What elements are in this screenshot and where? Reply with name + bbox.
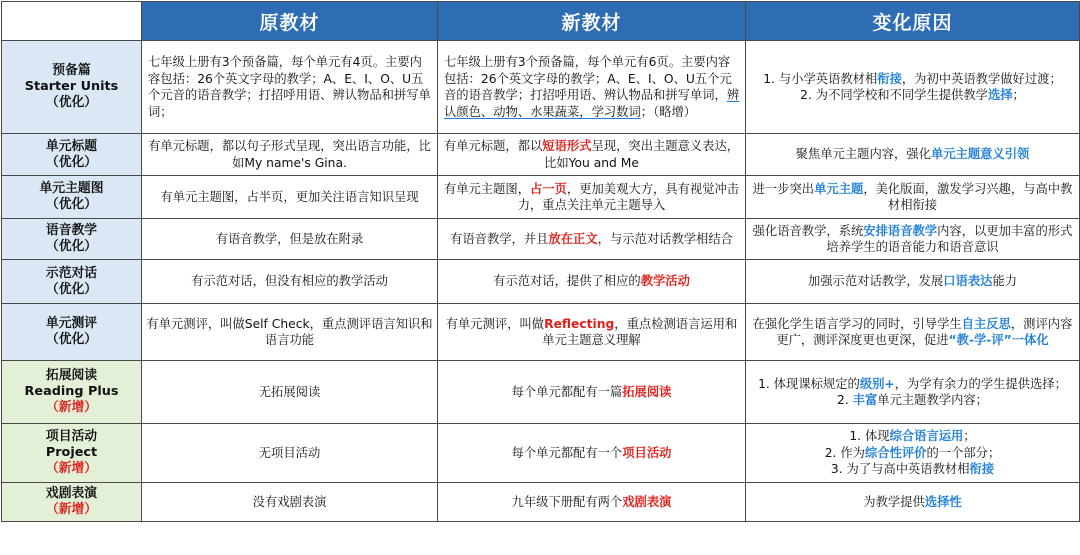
original-cell bbox=[142, 483, 438, 522]
row-tag: （优化） bbox=[45, 239, 98, 254]
row-header bbox=[2, 134, 142, 176]
new-text: ，与示范对话教学相结合 bbox=[597, 231, 733, 246]
new-cell bbox=[438, 260, 746, 304]
reason-text: 进一步突出 bbox=[752, 181, 815, 196]
original-text: 无拓展阅读 bbox=[258, 384, 321, 399]
original-text: 没有戏剧表演 bbox=[252, 494, 327, 509]
corner-cell bbox=[2, 2, 142, 41]
reason-text: 3. 为了与高中英语教材相 bbox=[830, 462, 970, 477]
table-row bbox=[2, 176, 1080, 219]
reason-highlight: 安排语音教学 bbox=[863, 223, 938, 238]
reason-cell bbox=[746, 424, 1080, 483]
original-cell bbox=[142, 260, 438, 304]
reason-highlight: 衔接 bbox=[877, 71, 902, 86]
reason-text: 1. 与小学英语教材相 bbox=[763, 71, 878, 86]
row-title: 预备篇 bbox=[52, 63, 91, 78]
row-header bbox=[2, 176, 142, 219]
table-row bbox=[2, 483, 1080, 522]
reason-highlight: 综合语言运用 bbox=[889, 429, 964, 444]
new-text: 有单元标题，都以 bbox=[443, 139, 543, 153]
reason-cell bbox=[746, 219, 1080, 260]
reason-line bbox=[750, 71, 1075, 88]
row-header bbox=[2, 219, 142, 260]
reason-text: ，为学有余力的学生提供选择； bbox=[894, 376, 1067, 391]
row-header bbox=[2, 304, 142, 361]
new-cell bbox=[438, 424, 746, 483]
reason-text: 2. 作为 bbox=[824, 445, 865, 460]
row-title: 单元主题图 bbox=[39, 181, 104, 196]
table-row bbox=[2, 134, 1080, 176]
new-cell bbox=[438, 41, 746, 134]
reason-line bbox=[750, 87, 1075, 104]
new-cell bbox=[438, 304, 746, 361]
new-cell bbox=[438, 134, 746, 176]
reason-cell bbox=[746, 260, 1080, 304]
new-cell bbox=[438, 361, 746, 424]
reason-text: 为教学提供 bbox=[863, 494, 925, 509]
new-text: 有单元主题图， bbox=[443, 181, 530, 196]
reason-text: 在强化学生语言学习的同时，引导学生 bbox=[752, 316, 962, 331]
row-title: 拓展阅读 bbox=[45, 368, 98, 383]
row-title: 项目活动 bbox=[45, 429, 98, 444]
row-header bbox=[2, 424, 142, 483]
new-highlight: 项目活动 bbox=[622, 445, 672, 460]
row-subtitle: Reading Plus bbox=[24, 384, 119, 399]
row-title: 单元标题 bbox=[45, 138, 98, 154]
original-cell bbox=[142, 424, 438, 483]
reason-highlight: 丰富 bbox=[852, 393, 878, 407]
column-header-original: 原教材 bbox=[142, 2, 438, 41]
new-text: 七年级上册有3个预备篇，每个单元有6页。主要内容包括：26个英文字母的教学；A、E、I、O、U五个元音的语音教学；打招呼用语、辨认物品和拼写单词， bbox=[444, 55, 732, 102]
table-row bbox=[2, 361, 1080, 424]
original-text: 无项目活动 bbox=[258, 445, 321, 460]
original-cell bbox=[142, 134, 438, 176]
reason-highlight: 单元主题 bbox=[814, 181, 864, 196]
reason-cell bbox=[746, 41, 1080, 134]
reason-highlight: 口语表达 bbox=[943, 274, 993, 289]
new-highlight: 短语形式 bbox=[542, 139, 592, 153]
original-cell bbox=[142, 176, 438, 219]
reason-text: 1. 体现 bbox=[849, 429, 890, 444]
reason-text: ，为初中英语教学做好过渡； bbox=[901, 71, 1062, 86]
reason-text: 2. 为不同学校和不同学生提供教学 bbox=[800, 88, 988, 102]
row-tag: （优化） bbox=[45, 95, 98, 110]
original-text: 有单元标题，都以句子形式呈现，突出语言功能，比如My name's Gina. bbox=[148, 139, 431, 170]
reason-text: 聚焦单元主题内容，强化 bbox=[795, 147, 931, 162]
header-row bbox=[2, 2, 1080, 41]
original-cell bbox=[142, 304, 438, 361]
new-text: 有单元测评，叫做 bbox=[445, 316, 545, 331]
reason-text: 加强示范对话教学，发展 bbox=[807, 274, 944, 289]
new-cell bbox=[438, 219, 746, 260]
new-text: ，重点检测语言运用和单元主题意义理解 bbox=[542, 316, 738, 347]
reason-cell bbox=[746, 304, 1080, 361]
new-text-end: ；（略增） bbox=[640, 104, 697, 119]
new-underlined: 辨认颜色、动物、水果蔬菜，学习数词 bbox=[444, 88, 740, 119]
new-highlight: Reflecting bbox=[544, 316, 615, 331]
reason-cell bbox=[746, 176, 1080, 219]
new-text: 有语音教学，并且 bbox=[450, 231, 549, 246]
reason-text: ，测评内容更广，测评深度更也更深，促进 bbox=[776, 316, 1073, 347]
reason-line bbox=[750, 445, 1075, 462]
column-header-reason: 变化原因 bbox=[746, 2, 1080, 41]
original-text: 有示范对话，但没有相应的教学活动 bbox=[191, 274, 388, 289]
table-row bbox=[2, 424, 1080, 483]
row-subtitle: Project bbox=[45, 445, 98, 460]
new-highlight: 占一页 bbox=[530, 181, 567, 196]
new-highlight: 放在正文 bbox=[548, 231, 598, 246]
reason-text: 内容，以更加丰富的形式培养学生的语音能力和语音意识 bbox=[826, 223, 1073, 254]
reason-highlight: “教-学-评”一体化 bbox=[948, 333, 1049, 347]
table-row bbox=[2, 260, 1080, 304]
row-header bbox=[2, 361, 142, 424]
new-text: 呈现，突出主题意义表达，比如You and Me bbox=[544, 139, 740, 170]
new-text: 每个单元都配有一个 bbox=[511, 445, 623, 460]
column-header-new: 新教材 bbox=[438, 2, 746, 41]
reason-text: ； bbox=[963, 429, 976, 444]
row-tag: （优化） bbox=[45, 281, 98, 297]
new-highlight: 戏剧表演 bbox=[622, 494, 672, 509]
new-cell bbox=[438, 176, 746, 219]
reason-line bbox=[750, 461, 1075, 478]
table-row bbox=[2, 304, 1080, 361]
row-title: 语音教学 bbox=[45, 223, 98, 238]
new-text: 有示范对话，提供了相应的 bbox=[493, 274, 641, 289]
reason-text: 强化语音教学，系统 bbox=[752, 223, 864, 238]
reason-text: 单元主题教学内容； bbox=[877, 393, 988, 407]
reason-text: 能力 bbox=[992, 274, 1018, 289]
reason-highlight: 综合性评价 bbox=[864, 445, 927, 460]
original-cell bbox=[142, 219, 438, 260]
reason-line bbox=[750, 376, 1075, 393]
reason-line bbox=[750, 392, 1075, 409]
reason-text: ，美化版面，激发学习兴趣，与高中教材相衔接 bbox=[863, 181, 1073, 212]
reason-text: 的一个部分； bbox=[926, 445, 1001, 460]
reason-highlight: 级别+ bbox=[859, 376, 895, 391]
row-header bbox=[2, 41, 142, 134]
new-cell bbox=[438, 483, 746, 522]
reason-cell bbox=[746, 361, 1080, 424]
new-text: 每个单元都配有一篇 bbox=[511, 384, 623, 399]
reason-cell bbox=[746, 483, 1080, 522]
row-title: 单元测评 bbox=[45, 316, 98, 331]
reason-highlight: 单元主题意义引领 bbox=[930, 147, 1030, 162]
comparison-table bbox=[1, 1, 1080, 522]
row-header bbox=[2, 483, 142, 522]
reason-highlight: 自主反思 bbox=[961, 316, 1011, 331]
row-header bbox=[2, 260, 142, 304]
new-highlight: 教学活动 bbox=[640, 274, 690, 289]
original-text: 有语音教学，但是放在附录 bbox=[215, 231, 364, 246]
row-tag: （新增） bbox=[45, 461, 98, 476]
row-tag: （新增） bbox=[45, 400, 98, 415]
row-tag: （优化） bbox=[45, 197, 98, 212]
reason-highlight: 选择 bbox=[987, 88, 1013, 102]
row-title: 示范对话 bbox=[45, 265, 98, 281]
original-cell bbox=[142, 361, 438, 424]
row-title: 戏剧表演 bbox=[45, 486, 98, 501]
row-tag: （优化） bbox=[45, 332, 98, 347]
reason-text: 1. 体现课标规定的 bbox=[758, 376, 860, 391]
new-text: ，更加美观大方，具有视觉冲击力，重点关注单元主题导入 bbox=[517, 181, 740, 212]
original-text: 有单元测评，叫做Self Check，重点测评语言知识和语言功能 bbox=[146, 316, 433, 347]
new-highlight: 拓展阅读 bbox=[622, 384, 672, 399]
reason-highlight: 选择性 bbox=[924, 494, 962, 509]
reason-text: 2. bbox=[837, 393, 853, 407]
table-row bbox=[2, 41, 1080, 134]
reason-highlight: 衔接 bbox=[969, 462, 995, 477]
original-text: 七年级上册有3个预备篇，每个单元有4页。主要内容包括：26个英文字母的教学；A、E、I、O、U五个元音的语音教学；打招呼用语、辨认物品和拼写单词； bbox=[148, 55, 431, 119]
table-row bbox=[2, 219, 1080, 260]
original-cell bbox=[142, 41, 438, 134]
reason-cell bbox=[746, 134, 1080, 176]
reason-line bbox=[750, 428, 1075, 445]
row-subtitle: Starter Units bbox=[24, 79, 119, 94]
row-tag: （新增） bbox=[45, 502, 98, 517]
row-tag: （优化） bbox=[45, 154, 98, 170]
original-text: 有单元主题图，占半页，更加关注语言知识呈现 bbox=[160, 189, 419, 204]
reason-text: ； bbox=[1012, 88, 1025, 102]
new-text: 九年级下册配有两个 bbox=[511, 494, 623, 509]
